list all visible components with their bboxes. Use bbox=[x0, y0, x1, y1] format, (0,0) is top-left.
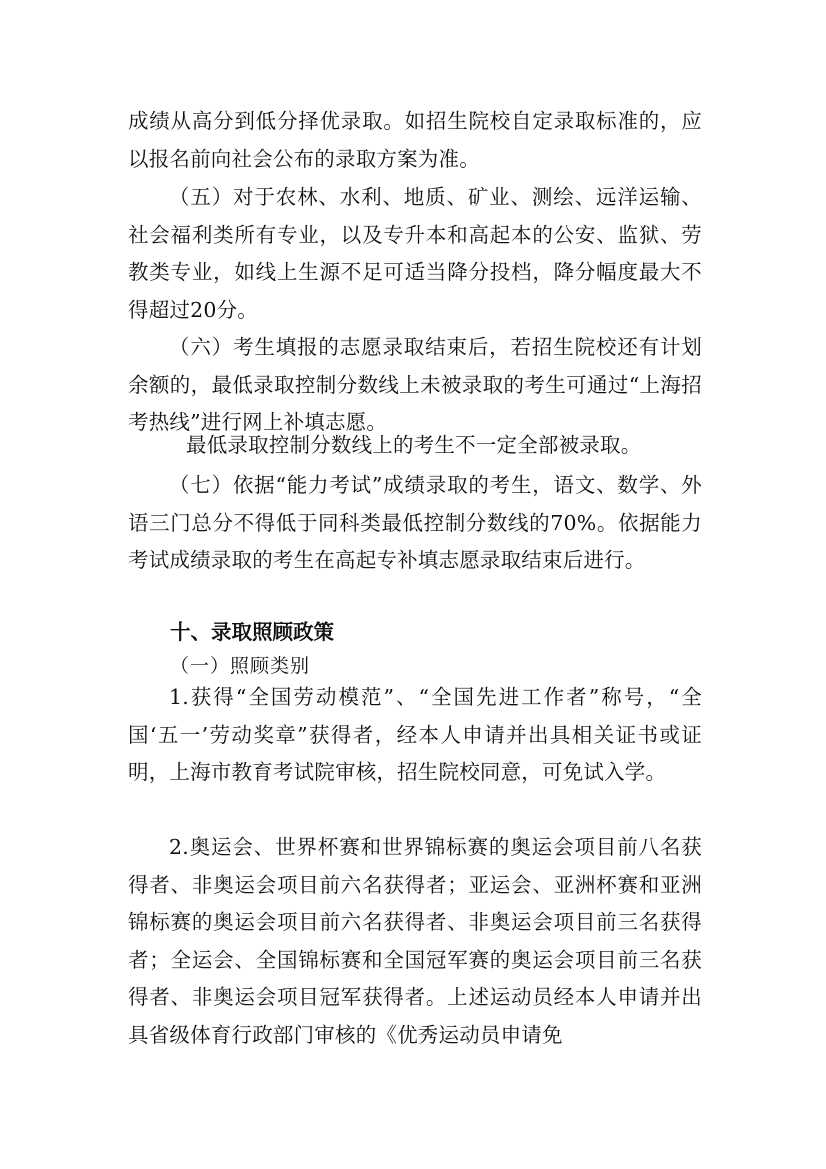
paragraph-not-guaranteed-note: 最低录取控制分数线上的考生不一定全部被录取。 bbox=[186, 433, 642, 457]
paragraph-item-five: （五）对于农林、水利、地质、矿业、测绘、远洋运输、社会福利类所有专业，以及专升本和高起本的公安、监狱、劳教类专业，如线上生源不足可适当降分投档，降分幅度最大不得超过20分。 bbox=[128, 185, 702, 322]
list-item-model-workers: 1.获得“全国劳动模范”、“全国先进工作者”称号，“全国‘五一’劳动奖章”获得者，经本人申请并出具相关证书或证明，上海市教育考试院审核，招生院校同意，可免试入学。 bbox=[128, 685, 702, 785]
subsection-heading: （一）照顾类别 bbox=[170, 655, 311, 677]
paragraph-item-six: （六）考生填报的志愿录取结束后，若招生院校还有计划余额的，最低录取控制分数线上未被录取的考生可通过“上海招考热线”进行网上补填志愿。 bbox=[128, 335, 702, 435]
paragraph-admission-ranking: 成绩从高分到低分择优录取。如招生院校自定录取标准的，应以报名前向社会公布的录取方案为准。 bbox=[128, 109, 702, 171]
list-item-athletes: 2.奥运会、世界杯赛和世界锦标赛的奥运会项目前八名获得者、非奥运会项目前六名获得者；亚运会、亚洲杯赛和亚洲锦标赛的奥运会项目前六名获得者、非奥运会项目前三名获得者；全运会、全国锦标赛和全国冠军赛的奥运会项目前三名获得者、非奥运会项目冠军获得者。上述运动员经本人申请并出具省级体育行政部门审核的《优秀运动员申请免 bbox=[128, 835, 702, 1047]
section-heading: 十、录取照顾政策 bbox=[170, 620, 334, 644]
paragraph-item-seven: （七）依据“能力考试”成绩录取的考生，语文、数学、外语三门总分不得低于同科类最低控制分数线的70%。依据能力考试成绩录取的考生在高起专补填志愿录取结束后进行。 bbox=[128, 473, 702, 573]
